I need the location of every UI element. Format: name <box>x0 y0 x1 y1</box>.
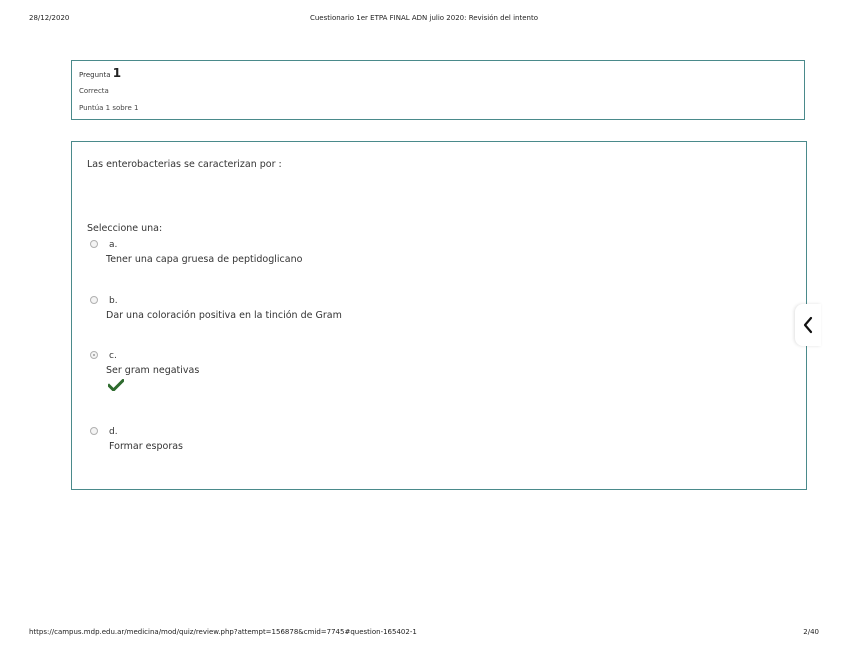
question-text: Las enterobacterias se caracterizan por : <box>87 159 282 170</box>
question-info-box <box>71 60 805 120</box>
page-url: https://campus.mdp.edu.ar/medicina/mod/quiz/review.php?attempt=156878&cmid=7745#question-165402-1 <box>29 628 417 636</box>
question-label: Pregunta <box>79 71 111 79</box>
option-d-text: Formar esporas <box>109 441 183 452</box>
answer-prompt: Seleccione una: <box>87 223 163 234</box>
chevron-left-icon <box>802 316 814 334</box>
question-number: 1 <box>112 66 122 80</box>
page-title: Cuestionario 1er ETPA FINAL ADN julio 2020: Revisión del intento <box>309 14 538 22</box>
print-footer <box>0 628 848 640</box>
option-d-radio[interactable] <box>90 427 98 435</box>
option-c-text: Ser gram negativas <box>106 365 200 376</box>
print-date: 28/12/2020 <box>29 14 70 22</box>
option-b-letter: b. <box>109 296 118 306</box>
question-state: Correcta <box>79 87 109 95</box>
question-number-line <box>79 66 121 80</box>
page-number: 2/40 <box>803 628 819 636</box>
option-d-letter: d. <box>109 427 118 437</box>
option-b-radio[interactable] <box>90 296 98 304</box>
question-content-box <box>71 141 807 490</box>
option-b-text: Dar una coloración positiva en la tinción de Gram <box>106 310 342 321</box>
question-grade: Puntúa 1 sobre 1 <box>79 104 139 112</box>
option-a-radio[interactable] <box>90 240 98 248</box>
option-c-letter: c. <box>109 351 117 361</box>
option-a-letter: a. <box>109 240 118 250</box>
option-c-radio[interactable] <box>90 351 98 359</box>
option-a-text: Tener una capa gruesa de peptidoglicano <box>106 254 303 265</box>
print-header <box>0 14 848 28</box>
check-icon <box>108 379 124 391</box>
drawer-toggle-button[interactable] <box>795 304 821 346</box>
